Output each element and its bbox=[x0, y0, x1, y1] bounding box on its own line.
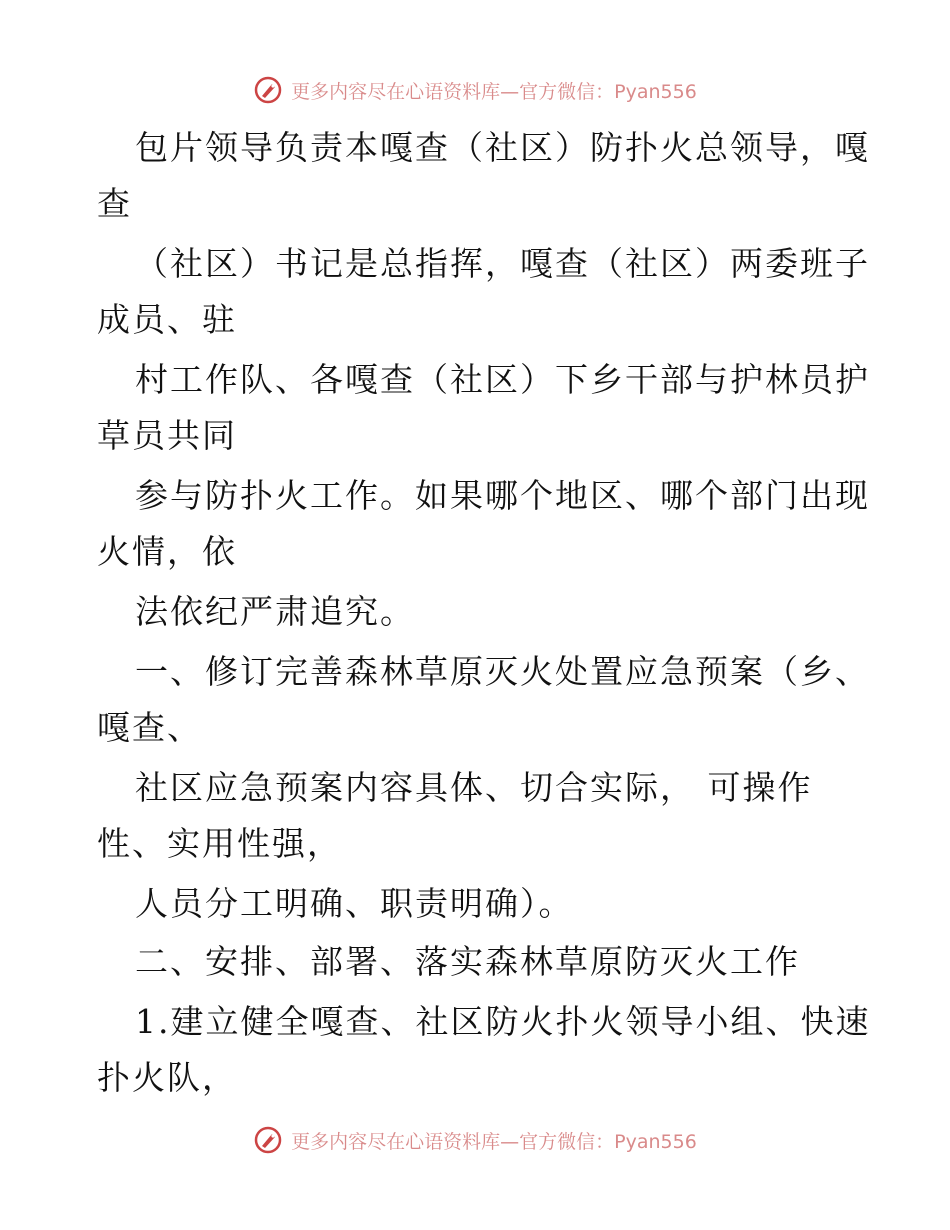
text-line: 参与防扑火工作。如果哪个地区、哪个部门出现 bbox=[135, 476, 870, 515]
text-line: （社区）书记是总指挥，嘎查（社区）两委班子 bbox=[135, 244, 870, 283]
text-line: 包片领导负责本嘎查（社区）防扑火总领导，嘎 bbox=[135, 128, 870, 167]
text-line: 性、实用性强， bbox=[97, 824, 342, 863]
pen-nib-icon bbox=[253, 1125, 283, 1155]
text-line: 村工作队、各嘎查（社区）下乡干部与护林员护 bbox=[135, 360, 870, 399]
watermark-text: 更多内容尽在心语资料库—官方微信：Pyan556 bbox=[291, 1130, 697, 1153]
text-line: 嘎查、 bbox=[97, 708, 202, 747]
text-line: 1.建立健全嘎查、社区防火扑火领导小组、快速 bbox=[135, 1002, 871, 1041]
text-line: 人员分工明确、职责明确）。 bbox=[135, 884, 574, 923]
text-line: 查 bbox=[97, 184, 132, 223]
footer-watermark bbox=[0, 1120, 950, 1160]
watermark-text: 更多内容尽在心语资料库—官方微信：Pyan556 bbox=[291, 80, 697, 103]
header-watermark bbox=[0, 70, 950, 110]
pen-nib-icon bbox=[253, 75, 283, 105]
text-line: 法依纪严肃追究。 bbox=[135, 592, 415, 631]
text-line: 成员、驻 bbox=[97, 300, 237, 339]
text-line: 火情，依 bbox=[97, 532, 237, 571]
text-line: 二、安排、部署、落实森林草原防灭火工作 bbox=[135, 942, 800, 981]
text-line: 草员共同 bbox=[97, 416, 237, 455]
text-line: 社区应急预案内容具体、切合实际， 可操作 bbox=[135, 768, 813, 807]
text-line: 一、修订完善森林草原灭火处置应急预案（乡、 bbox=[135, 652, 870, 691]
text-line: 扑火队， bbox=[97, 1058, 237, 1097]
